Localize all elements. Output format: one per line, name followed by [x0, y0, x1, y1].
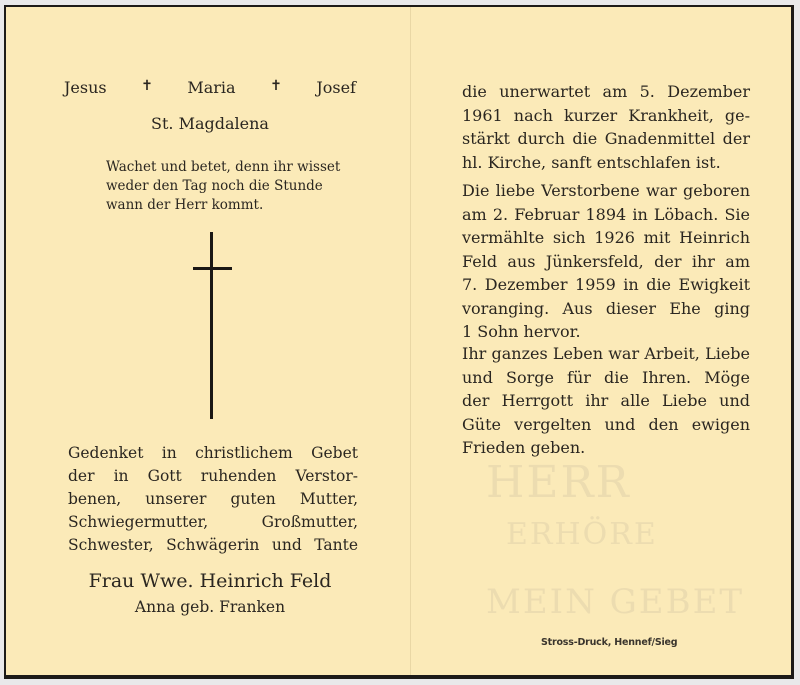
text-line: 1961 nach kurzer Krankheit, ge- — [462, 105, 750, 125]
card-fold — [410, 7, 411, 675]
verse-line: weder den Tag noch die Stunde — [106, 178, 323, 194]
closing-paragraph — [462, 342, 750, 460]
text-line: 1 Sohn hervor. — [462, 322, 581, 341]
remembrance-line: benen, unserer guten Mutter, — [68, 490, 358, 508]
small-cross-icon: ✝ — [141, 78, 153, 94]
text-line: vermählte sich 1926 mit Heinrich — [462, 228, 750, 247]
remembrance-line: der in Gott ruhenden Verstor- — [68, 467, 358, 485]
text-line: stärkt durch die Gnadenmittel der — [462, 129, 750, 148]
text-line: 7. Dezember 1959 in die Ewigkeit — [462, 275, 750, 294]
text-line: Feld aus Jünkersfeld, der ihr am — [462, 251, 750, 271]
death-paragraph — [462, 80, 750, 174]
maiden-name: Anna geb. Franken — [134, 598, 286, 616]
text-line: Güte vergelten und den ewigen — [462, 414, 750, 434]
text-line: die unerwartet am 5. Dezember — [462, 82, 750, 101]
verse-line: Wachet und betet, denn ihr wisset — [106, 159, 341, 175]
header-maria: Maria — [187, 78, 236, 97]
verse-line: wann der Herr kommt. — [106, 197, 264, 213]
parish-name: St. Magdalena — [151, 114, 269, 133]
header-jesus: Jesus — [64, 78, 107, 97]
show-through-text: MEIN GEBET — [486, 582, 745, 622]
deceased-name: Frau Wwe. Heinrich Feld — [88, 570, 332, 592]
small-cross-icon: ✝ — [270, 78, 282, 94]
bible-verse — [106, 158, 364, 215]
printer-imprint: Stross-Druck, Hennef/Sieg — [541, 637, 678, 648]
show-through-text: HERR — [486, 457, 631, 508]
remembrance-text — [68, 442, 358, 557]
text-line: und Sorge für die Ihren. Möge — [462, 367, 750, 387]
text-line: Die liebe Verstorbene war geboren — [462, 181, 750, 200]
remembrance-line: Schwiegermutter, Großmutter, — [68, 513, 358, 531]
remembrance-line: Gedenket in christlichem Gebet — [68, 444, 358, 462]
cross-horizontal-beam — [193, 267, 232, 270]
text-line: voranging. Aus dieser Ehe ging — [462, 298, 750, 318]
cross-vertical-beam — [210, 232, 213, 419]
remembrance-line: Schwester, Schwägerin und Tante — [68, 536, 358, 554]
text-line: am 2. Februar 1894 in Löbach. Sie — [462, 204, 750, 224]
text-line: Frieden geben. — [462, 438, 586, 457]
text-line: Ihr ganzes Leben war Arbeit, Liebe — [462, 344, 750, 363]
holy-family-header — [64, 78, 356, 97]
text-line: hl. Kirche, sanft entschlafen ist. — [462, 152, 721, 172]
header-josef: Josef — [316, 78, 356, 97]
biography-paragraph — [462, 179, 750, 344]
show-through-text: ERHÖRE — [506, 517, 658, 552]
text-line: der Herrgott ihr alle Liebe und — [462, 391, 750, 410]
